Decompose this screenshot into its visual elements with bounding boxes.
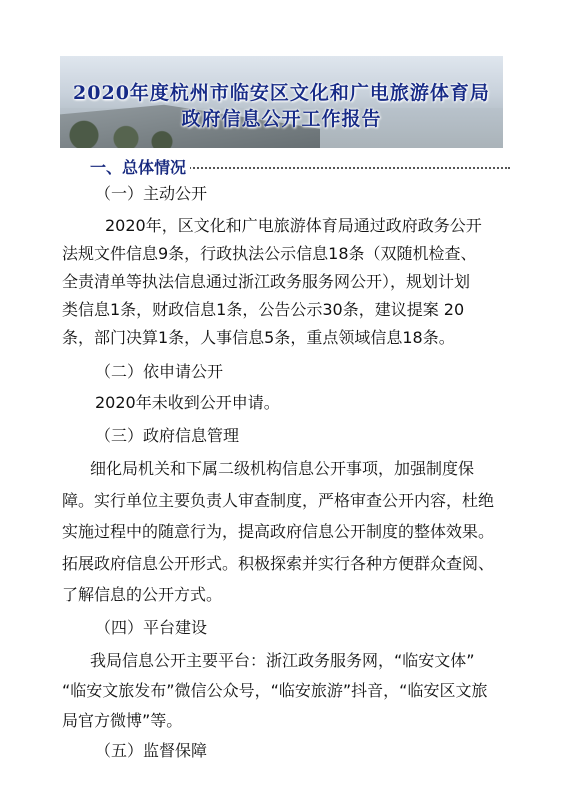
subheading-info-management: （三）政府信息管理 [95, 426, 240, 445]
paragraph-line: 细化局机关和下属二级机构信息公开事项，加强制度保 [90, 459, 475, 478]
report-title-line1: 2020年度杭州市临安区文化和广电旅游体育局 [73, 82, 490, 104]
paragraph-line: 2020年未收到公开申请。 [95, 393, 280, 412]
report-title-line2: 政府信息公开工作报告 [181, 108, 382, 130]
paragraph-line: 类信息1条，财政信息1条，公告公示30条，建议提案 20 [62, 300, 465, 319]
paragraph-line: 障。实行单位主要负责人审查制度，严格审查公开内容，杜绝 [62, 491, 495, 510]
paragraph-line: 2020年，区文化和广电旅游体育局通过政府政务公开 [105, 216, 482, 235]
paragraph-line: 了解信息的公开方式。 [62, 585, 223, 604]
paragraph-line: 实施过程中的随意行为，提高政府信息公开制度的整体效果。 [62, 522, 495, 541]
paragraph-line: 我局信息公开主要平台：浙江政务服务网，“临安文体” [90, 651, 475, 670]
section-heading-text: 一、总体情况 [90, 155, 190, 178]
paragraph-line: 全责清单等执法信息通过浙江政务服务网公开），规划计划 [62, 272, 471, 291]
section-heading-overview [90, 155, 510, 177]
header-banner [60, 56, 503, 148]
paragraph-line: 法规文件信息9条，行政执法公示信息18条（双随机检查、 [62, 244, 477, 263]
paragraph-line: 条，部门决算1条，人事信息5条，重点领域信息18条。 [62, 328, 455, 347]
subheading-application-disclosure: （二）依申请公开 [95, 362, 224, 381]
paragraph-line: 局官方微博”等。 [62, 711, 183, 730]
subheading-supervision: （五）监督保障 [95, 741, 208, 760]
subheading-platform-building: （四）平台建设 [95, 618, 208, 637]
subheading-active-disclosure: （一）主动公开 [95, 184, 208, 203]
paragraph-line: 拓展政府信息公开形式。积极探索并实行各种方便群众查阅、 [62, 554, 495, 573]
paragraph-line: “临安文旅发布”微信公众号，“临安旅游”抖音，“临安区文旅 [62, 681, 488, 700]
